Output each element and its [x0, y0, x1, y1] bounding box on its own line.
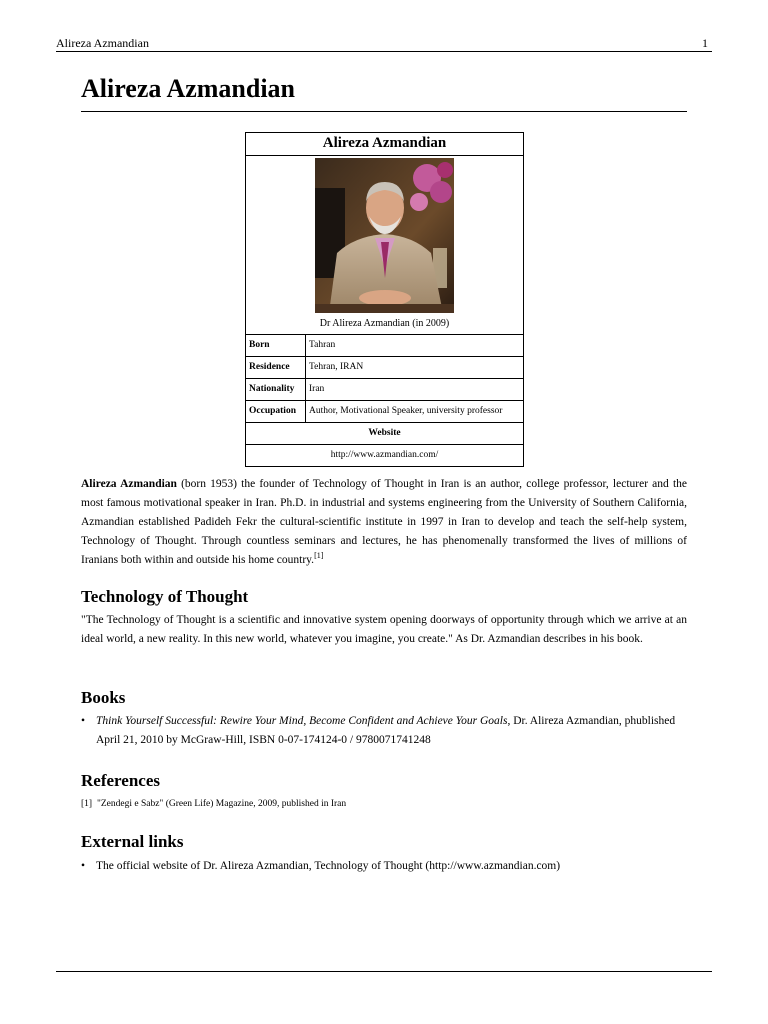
infobox-value: Tahran [305, 335, 523, 356]
infobox-caption: Dr Alireza Azmandian (in 2009) [319, 318, 450, 329]
running-head-title: Alireza Azmandian [56, 36, 149, 50]
section-heading-external-links: External links [81, 832, 184, 851]
citation-link[interactable]: [1] [314, 551, 324, 560]
infobox-row-nationality [246, 378, 523, 400]
infobox-label: Residence [249, 362, 290, 372]
infobox [245, 132, 524, 467]
intro-text: (born 1953) the founder of Technology of Thought in Iran is an author, college professor, lecturer and the most famous motivational speaker in Iran. Ph.D. in industrial and systems engineering from the University of Southern California, Azmandian established Padideh Fekr the cultural-scientific institute in 1997 in Iran to develop and teach the self-help system, Technology of Thought. Through countless seminars and lectures, he has phenomenally transformed the lives of millions of Iranians both within and outside his home country. [81, 478, 687, 566]
bullet-marker: • [81, 715, 86, 727]
section-heading-books: Books [81, 688, 126, 707]
infobox-title: Alireza Azmandian [246, 133, 523, 156]
external-links-item [81, 857, 687, 876]
reference-number: [1] [81, 799, 93, 809]
section-heading-technology: Technology of Thought [81, 587, 249, 606]
intro-paragraph [81, 475, 687, 570]
external-link[interactable]: The official website of Dr. Alireza Azmandian, Technology of Thought (http://www.azmandian.com) [96, 860, 561, 872]
books-list-item [81, 712, 687, 750]
running-head [56, 36, 712, 52]
book-title: Think Yourself Successful: Rewire Your Mind, Become Confident and Achieve Your Goals [96, 715, 508, 727]
infobox-label: Born [249, 340, 270, 350]
footer-divider [56, 971, 712, 972]
section-heading-references: References [81, 771, 160, 790]
portrait-photo [315, 158, 454, 313]
reference-text: "Zendegi e Sabz" (Green Life) Magazine, 2009, published in Iran [97, 799, 347, 809]
infobox-row-occupation [246, 400, 523, 422]
infobox-rows [246, 334, 523, 466]
reference-item [81, 797, 346, 811]
infobox-value: Iran [305, 379, 523, 400]
title-divider [81, 111, 687, 112]
portrait-illustration [315, 158, 454, 313]
infobox-label: Occupation [249, 406, 296, 416]
bullet-marker: • [81, 860, 86, 872]
subject-name: Alireza Azmandian [81, 478, 177, 490]
infobox-website-link[interactable]: http://www.azmandian.com/ [246, 444, 523, 466]
page-title: Alireza Azmandian [81, 74, 296, 103]
infobox-value: Tehran, IRAN [305, 357, 523, 378]
book-entry [81, 712, 687, 750]
page-number: 1 [702, 36, 708, 50]
infobox-row-born [246, 334, 523, 356]
infobox-row-residence [246, 356, 523, 378]
book-details: , Dr. Alireza Azmandian, phublished April 21, 2010 by McGraw-Hill, ISBN 0-07-174124-0 / 9780071741248 [96, 715, 676, 746]
infobox-label: Nationality [249, 384, 295, 394]
technology-paragraph: "The Technology of Thought is a scientific and innovative system opening doorways of opportunity through which we arrive at an ideal world, a new reality. In this new world, whatever you imagine, you create." As Dr. Azmandian describes in his book. [81, 614, 687, 645]
infobox-value: Author, Motivational Speaker, university professor [305, 401, 523, 422]
infobox-website-label: Website [246, 422, 523, 444]
